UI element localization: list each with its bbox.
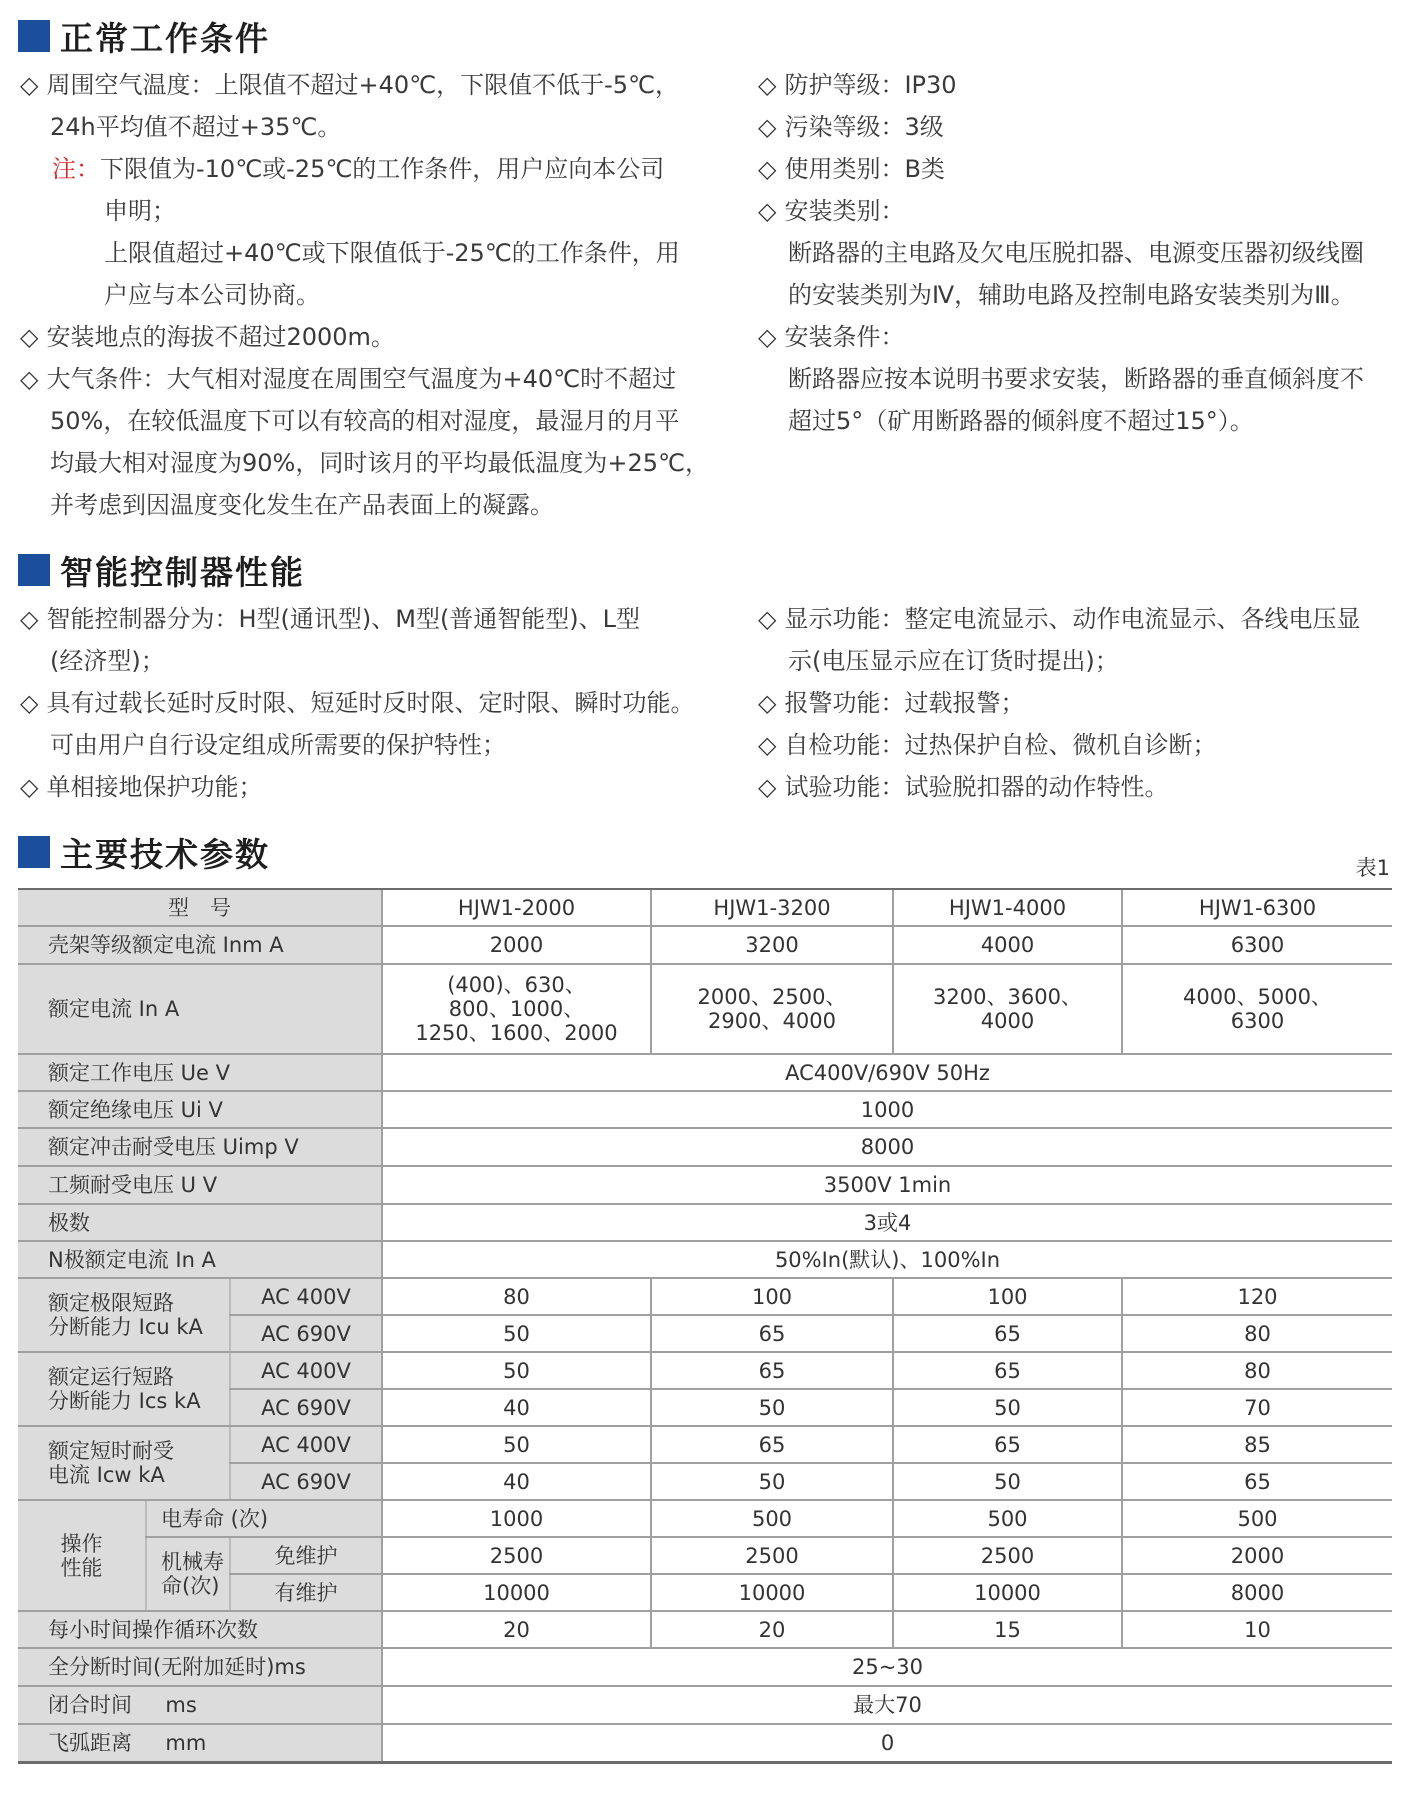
- table-cell: 65: [893, 1315, 1122, 1352]
- table-row: [18, 926, 1392, 964]
- condition-protection: ◇ 防护等级：IP30: [758, 64, 1364, 106]
- table-cell: 120: [1122, 1278, 1392, 1315]
- sub-label: AC 690V: [230, 1463, 382, 1500]
- row-label: 极数: [18, 1204, 382, 1241]
- controller-display-cont: 示(电压显示应在订货时提出)；: [788, 647, 1119, 675]
- heading-square-icon: [18, 554, 50, 586]
- controller-types: ◇ 智能控制器分为：H型(通讯型)、M型(普通智能型)、L型: [20, 598, 694, 640]
- table-row: [18, 889, 1392, 926]
- smart-controller-left: [20, 598, 694, 808]
- table-cell: 4000: [893, 926, 1122, 964]
- table-row: [18, 1500, 1392, 1537]
- table-cell: (400)、630、 800、1000、 1250、1600、2000: [382, 964, 651, 1054]
- table-cell: 50: [382, 1315, 651, 1352]
- table-row: [18, 964, 1392, 1054]
- table-row: [18, 1241, 1392, 1278]
- table-cell: 500: [893, 1500, 1122, 1537]
- heading-square-icon: [18, 836, 50, 868]
- model-cell: HJW1-2000: [382, 889, 651, 926]
- model-cell: HJW1-6300: [1122, 889, 1392, 926]
- condition-atmosphere-cont: 50%，在较低温度下可以有较高的相对湿度，最湿月的月平: [50, 407, 680, 435]
- condition-atmosphere: ◇ 大气条件：大气相对湿度在周围空气温度为+40℃时不超过: [20, 358, 709, 400]
- table-cell: 10000: [382, 1574, 651, 1611]
- sub-label: AC 400V: [230, 1278, 382, 1315]
- section-normal-heading: [18, 14, 270, 58]
- row-label: 闭合时间 ms: [18, 1686, 382, 1724]
- table-row: [18, 1724, 1392, 1762]
- table-cell: 100: [651, 1278, 893, 1315]
- table-cell: 8000: [1122, 1574, 1392, 1611]
- smart-controller-right: [758, 598, 1360, 808]
- table-cell: 500: [1122, 1500, 1392, 1537]
- table-cell: 50: [893, 1463, 1122, 1500]
- note-text-2-cont: 户应与本公司协商。: [104, 281, 320, 309]
- row-label: 额定工作电压 Ue V: [18, 1054, 382, 1091]
- table-cell: 0: [382, 1724, 1392, 1762]
- table-cell: 65: [651, 1315, 893, 1352]
- table-cell: 最大70: [382, 1686, 1392, 1724]
- table-cell: 3500V 1min: [382, 1166, 1392, 1204]
- table-cell: 70: [1122, 1389, 1392, 1426]
- note-text-cont: 申明；: [104, 197, 176, 225]
- table-cell: 100: [893, 1278, 1122, 1315]
- condition-install: ◇ 安装条件：: [758, 316, 1364, 358]
- table-cell: 50: [651, 1463, 893, 1500]
- table-cell: 50%In(默认)、100%In: [382, 1241, 1392, 1278]
- note-line: [20, 148, 709, 190]
- condition-temperature-cont: 24h平均值不超过+35℃。: [50, 113, 342, 141]
- table-cell: 65: [893, 1426, 1122, 1463]
- table-cell: 500: [651, 1500, 893, 1537]
- section-title: 智能控制器性能: [60, 552, 305, 592]
- condition-atmosphere-cont: 并考虑到因温度变化发生在产品表面上的凝露。: [50, 491, 554, 519]
- controller-protection: ◇ 具有过载长延时反时限、短延时反时限、定时限、瞬时功能。: [20, 682, 694, 724]
- table-cell: 4000、5000、 6300: [1122, 964, 1392, 1054]
- table-row: [18, 1204, 1392, 1241]
- install-category-text: 断路器的主电路及欠电压脱扣器、电源变压器初级线圈: [788, 239, 1364, 267]
- model-header: 型 号: [18, 889, 382, 926]
- row-label: 额定冲击耐受电压 Uimp V: [18, 1128, 382, 1166]
- controller-ground: ◇ 单相接地保护功能；: [20, 766, 694, 808]
- row-label: 操作 性能: [18, 1500, 146, 1611]
- note-text-2: 上限值超过+40℃或下限值低于-25℃的工作条件，用: [104, 239, 680, 267]
- section-title: 正常工作条件: [60, 18, 270, 58]
- sub-label: 免维护: [230, 1537, 382, 1574]
- table-cell: 10: [1122, 1611, 1392, 1648]
- controller-protection-cont: 可由用户自行设定组成所需要的保护特性；: [50, 731, 506, 759]
- table-row: [18, 1426, 1392, 1463]
- table-cell: 15: [893, 1611, 1122, 1648]
- table-row: [18, 1054, 1392, 1091]
- sub-label: AC 400V: [230, 1426, 382, 1463]
- note-text: 下限值为-10℃或-25℃的工作条件，用户应向本公司: [100, 155, 665, 183]
- row-label: 每小时间操作循环次数: [18, 1611, 382, 1648]
- table-row: [18, 1686, 1392, 1724]
- table-row: [18, 1611, 1392, 1648]
- table-cell: 80: [1122, 1352, 1392, 1389]
- table-cell: 2000: [1122, 1537, 1392, 1574]
- condition-atmosphere-cont: 均最大相对湿度为90%，同时该月的平均最低温度为+25℃，: [50, 449, 709, 477]
- normal-conditions-right: [758, 64, 1364, 442]
- table-cell: 65: [651, 1352, 893, 1389]
- table-cell: 1000: [382, 1091, 1392, 1128]
- sub-label: AC 400V: [230, 1352, 382, 1389]
- table-cell: 85: [1122, 1426, 1392, 1463]
- normal-conditions-left: [20, 64, 709, 526]
- table-cell: 20: [382, 1611, 651, 1648]
- condition-pollution: ◇ 污染等级：3级: [758, 106, 1364, 148]
- table-row: [18, 1128, 1392, 1166]
- row-label: 额定绝缘电压 Ui V: [18, 1091, 382, 1128]
- controller-test: ◇ 试验功能：试验脱扣器的动作特性。: [758, 766, 1360, 808]
- model-cell: HJW1-3200: [651, 889, 893, 926]
- table-row: [18, 1352, 1392, 1389]
- note-label: 注：: [52, 155, 100, 183]
- row-label: 工频耐受电压 U V: [18, 1166, 382, 1204]
- table-cell: 65: [893, 1352, 1122, 1389]
- sub-label: AC 690V: [230, 1389, 382, 1426]
- table-cell: 40: [382, 1463, 651, 1500]
- table-cell: 2500: [651, 1537, 893, 1574]
- table-row: [18, 1091, 1392, 1128]
- sub-label: AC 690V: [230, 1315, 382, 1352]
- table-cell: 25~30: [382, 1648, 1392, 1686]
- table-cell: 20: [651, 1611, 893, 1648]
- install-category-text-cont: 的安装类别为Ⅳ，辅助电路及控制电路安装类别为Ⅲ。: [788, 281, 1355, 309]
- condition-temperature: ◇ 周围空气温度：上限值不超过+40℃，下限值不低于-5℃，: [20, 64, 709, 106]
- row-label: 额定短时耐受 电流 Icw kA: [18, 1426, 230, 1500]
- table-cell: AC400V/690V 50Hz: [382, 1054, 1392, 1091]
- table-cell: 2500: [382, 1537, 651, 1574]
- table-cell: 10000: [893, 1574, 1122, 1611]
- table-cell: 80: [382, 1278, 651, 1315]
- table-cell: 2000、2500、 2900、4000: [651, 964, 893, 1054]
- row-label: 额定极限短路 分断能力 Icu kA: [18, 1278, 230, 1352]
- model-cell: HJW1-4000: [893, 889, 1122, 926]
- table-cell: 10000: [651, 1574, 893, 1611]
- table-cell: 6300: [1122, 926, 1392, 964]
- section-title: 主要技术参数: [60, 834, 270, 874]
- table-cell: 50: [382, 1352, 651, 1389]
- table-cell: 3200: [651, 926, 893, 964]
- row-label: 飞弧距离 mm: [18, 1724, 382, 1762]
- table-cell: 80: [1122, 1315, 1392, 1352]
- table-cell: 50: [893, 1389, 1122, 1426]
- sub-label: 有维护: [230, 1574, 382, 1611]
- controller-types-cont: (经济型)；: [50, 647, 165, 675]
- sub-label: 电寿命 (次): [146, 1500, 382, 1537]
- row-label: 额定运行短路 分断能力 Ics kA: [18, 1352, 230, 1426]
- row-label: 额定电流 In A: [18, 964, 382, 1054]
- controller-selfcheck: ◇ 自检功能：过热保护自检、微机自诊断；: [758, 724, 1360, 766]
- table-cell: 8000: [382, 1128, 1392, 1166]
- table-row: [18, 1166, 1392, 1204]
- section-smart-heading: [18, 548, 305, 592]
- sub-label: 机械寿 命(次): [146, 1537, 230, 1611]
- table-cell: 40: [382, 1389, 651, 1426]
- row-label: N极额定电流 In A: [18, 1241, 382, 1278]
- table-cell: 2000: [382, 926, 651, 964]
- condition-install-category: ◇ 安装类别：: [758, 190, 1364, 232]
- controller-alarm: ◇ 报警功能：过载报警；: [758, 682, 1360, 724]
- table-row: [18, 1278, 1392, 1315]
- table-cell: 50: [651, 1389, 893, 1426]
- install-text-cont: 超过5°（矿用断路器的倾斜度不超过15°）。: [788, 407, 1254, 435]
- table-label: 表1: [1355, 856, 1390, 880]
- controller-display: ◇ 显示功能：整定电流显示、动作电流显示、各线电压显: [758, 598, 1360, 640]
- table-cell: 2500: [893, 1537, 1122, 1574]
- table-row: [18, 1648, 1392, 1686]
- table-cell: 3200、3600、 4000: [893, 964, 1122, 1054]
- row-label: 全分断时间(无附加延时)ms: [18, 1648, 382, 1686]
- table-row: [18, 1537, 1392, 1574]
- row-label: 壳架等级额定电流 Inm A: [18, 926, 382, 964]
- install-text: 断路器应按本说明书要求安装，断路器的垂直倾斜度不: [788, 365, 1364, 393]
- condition-altitude: ◇ 安装地点的海拔不超过2000m。: [20, 316, 709, 358]
- table-cell: 50: [382, 1426, 651, 1463]
- heading-square-icon: [18, 20, 50, 52]
- spec-table: [18, 888, 1392, 1764]
- table-cell: 65: [1122, 1463, 1392, 1500]
- condition-category: ◇ 使用类别：B类: [758, 148, 1364, 190]
- section-params-heading: [18, 830, 270, 874]
- table-cell: 65: [651, 1426, 893, 1463]
- table-cell: 3或4: [382, 1204, 1392, 1241]
- table-cell: 1000: [382, 1500, 651, 1537]
